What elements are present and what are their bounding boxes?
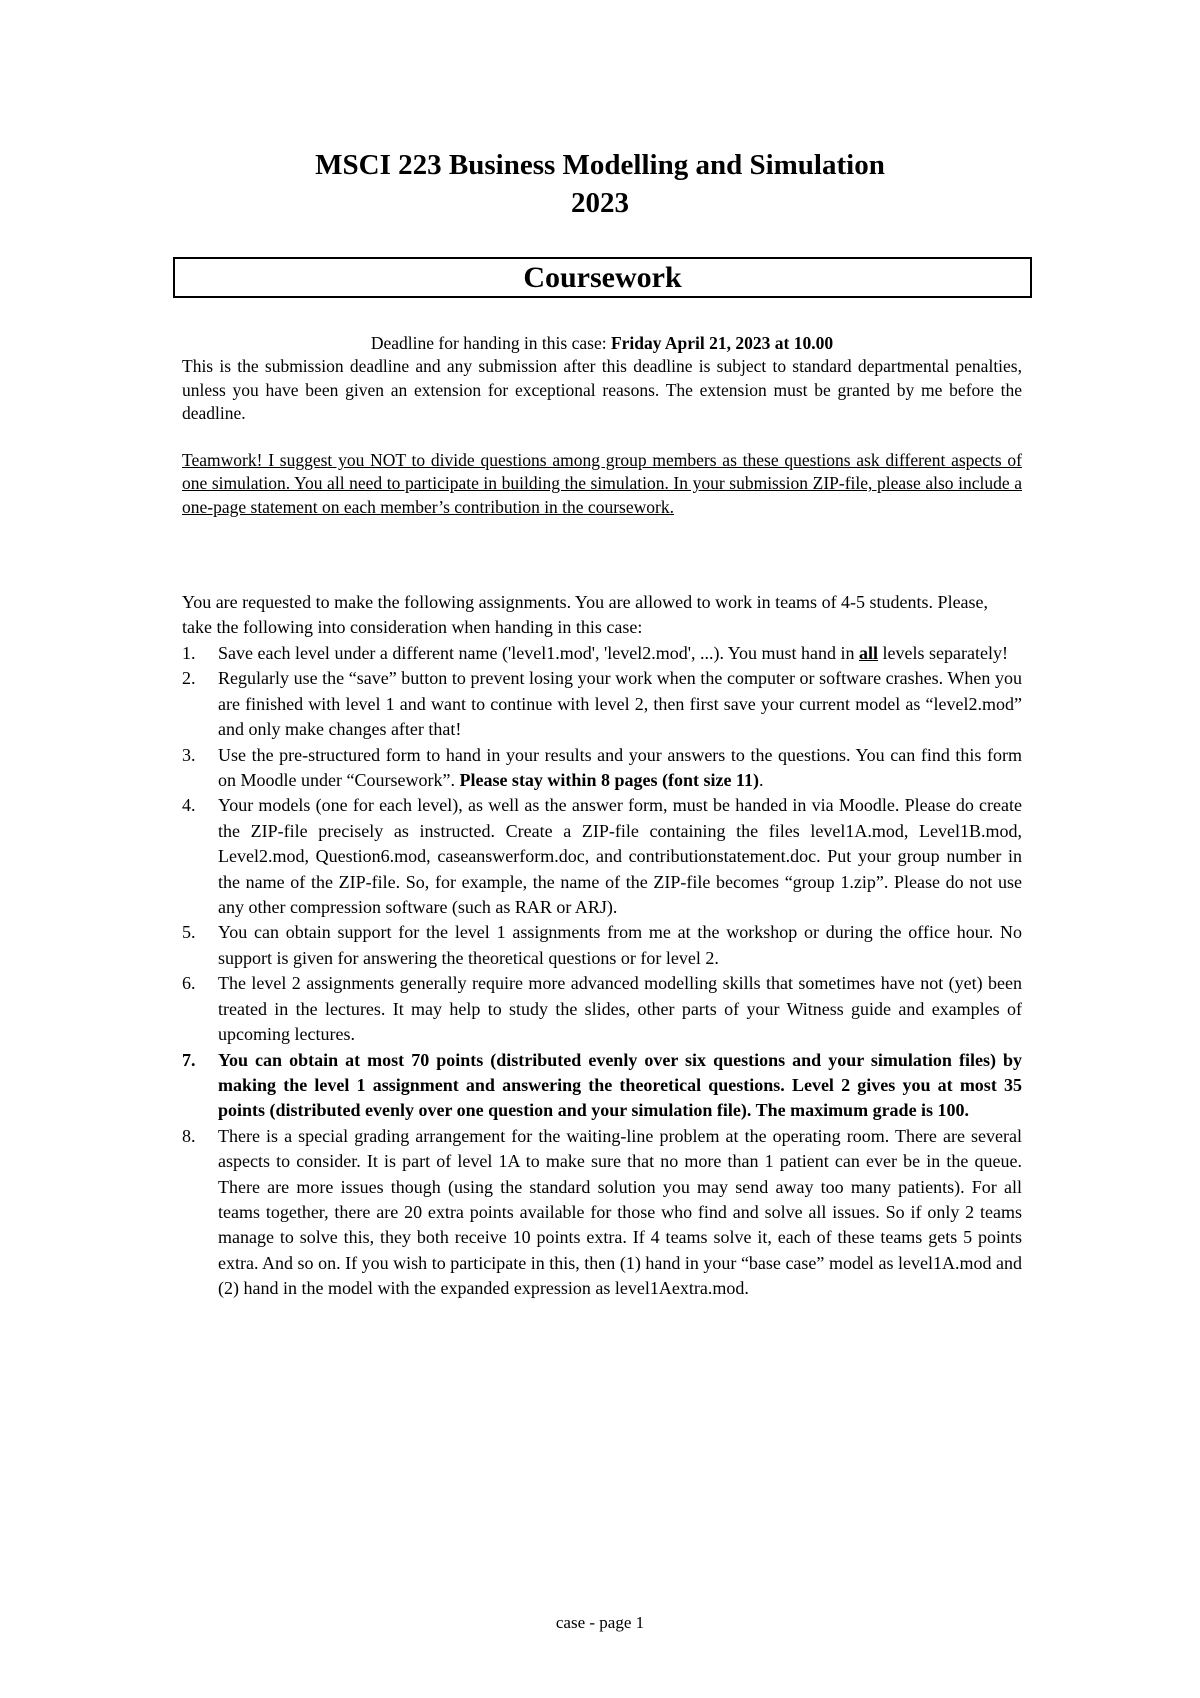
deadline-date: Friday April 21, 2023 at 10.00	[610, 333, 834, 353]
item-text: Save each level under a different name ('level1.mod', 'level2.mod', ...). You must hand in	[218, 643, 859, 663]
item-emphasis: Please stay within 8 pages (font size 11)	[459, 770, 759, 791]
item-number: 6.	[182, 973, 196, 994]
deadline-section	[182, 332, 1022, 425]
document-title	[0, 146, 1200, 222]
list-item	[182, 666, 1022, 742]
title-year: 2023	[571, 187, 629, 219]
item-number: 2.	[182, 668, 196, 689]
item-text: Regularly use the “save” button to prevent losing your work when the computer or software crashes. When you are finished with level 1 and want to continue with level 2, then first save your current model as “level2.mod” and only make changes after that!	[218, 668, 1022, 740]
intro-paragraph: You are requested to make the following assignments. You are allowed to work in teams of 4-5 students. Please, take the following into consideration when handing in this case:	[182, 592, 989, 638]
item-text-end: .	[758, 770, 764, 791]
item-text: Your models (one for each level), as well as the answer form, must be handed in via Moodle. Please do create the ZIP-file precisely as instructed. Create a ZIP-file containing the files level1A.mod, Level1B.mod, Level2.mod, Question6.mod, caseanswerform.doc, and contributionstatement.doc. Put your group number in the name of the ZIP-file. So, for example, the name of the ZIP-file becomes “group 1.zip”. Please do not use any other compression software (such as RAR or ARJ).	[218, 795, 1022, 918]
item-text: Use the pre-structured form to hand in your results and your answers to the questions. You can find this form on Moodle under “Coursework”.	[218, 744, 1022, 791]
deadline-line	[182, 332, 1022, 355]
list-item	[182, 920, 1022, 971]
item-emphasis: all	[858, 643, 878, 663]
list-item	[182, 793, 1022, 920]
instructions-list	[182, 641, 1022, 1302]
item-number: 3.	[182, 744, 196, 765]
item-text: There is a special grading arrangement for the waiting-line problem at the operating room. There are several aspects to consider. It is part of level 1A to make sure that no more than 1 patient can ever be in the queue. There are more issues though (using the standard solution you may send away too many patients). For all teams together, there are 20 extra points available for those who find and solve all issues. So if only 2 teams manage to solve this, they both receive 10 points extra. If 4 teams solve it, each of these teams gets 5 points extra. And so on. If you wish to participate in this, then (1) hand in your “base case” model as level1A.mod and (2) hand in the model with the expanded expression as level1Aextra.mod.	[218, 1125, 1022, 1299]
item-number: 7.	[182, 1049, 196, 1070]
list-item	[182, 971, 1022, 1047]
deadline-lead: Deadline for handing in this case:	[370, 333, 611, 353]
item-number: 4.	[182, 795, 196, 816]
item-text: You can obtain support for the level 1 assignments from me at the workshop or during the office hour. No support is given for answering the theoretical questions or for level 2.	[218, 922, 1022, 968]
coursework-label: Coursework	[523, 261, 682, 294]
page-footer: case - page 1	[555, 1613, 645, 1632]
item-number: 5.	[182, 922, 196, 943]
deadline-text: This is the submission deadline and any submission after this deadline is subject to standard departmental penalties, unless you have been given an extension for exceptional reasons. The extension must be granted by me before the deadline.	[182, 356, 1022, 423]
list-item	[182, 743, 1022, 794]
item-text: You can obtain at most 70 points (distributed evenly over six questions and your simulation files) by making the level 1 assignment and answering the theoretical questions. Level 2 gives you at most 35 points (distributed evenly over one question and your simulation file). The maximum grade is 100.	[218, 1049, 1022, 1121]
coursework-box	[173, 257, 1032, 298]
item-text: The level 2 assignments generally require more advanced modelling skills that sometimes have not (yet) been treated in the lectures. It may help to study the slides, other parts of your Witness guide and examples of upcoming lectures.	[218, 973, 1022, 1045]
list-item	[182, 1048, 1022, 1124]
item-text-end: levels separately!	[878, 643, 1008, 663]
title-course: MSCI 223 Business Modelling and Simulation	[315, 149, 885, 181]
list-item	[182, 1124, 1022, 1302]
list-item	[182, 641, 1022, 666]
item-number: 1.	[182, 643, 196, 663]
teamwork-note: Teamwork! I suggest you NOT to divide questions among group members as these questions ask different aspects of one simulation. You all need to participate in building the simulation. In your submission ZIP-file, please also include a one-page statement on each member’s contribution in the coursework.	[182, 450, 1022, 517]
item-number: 8.	[182, 1125, 196, 1146]
